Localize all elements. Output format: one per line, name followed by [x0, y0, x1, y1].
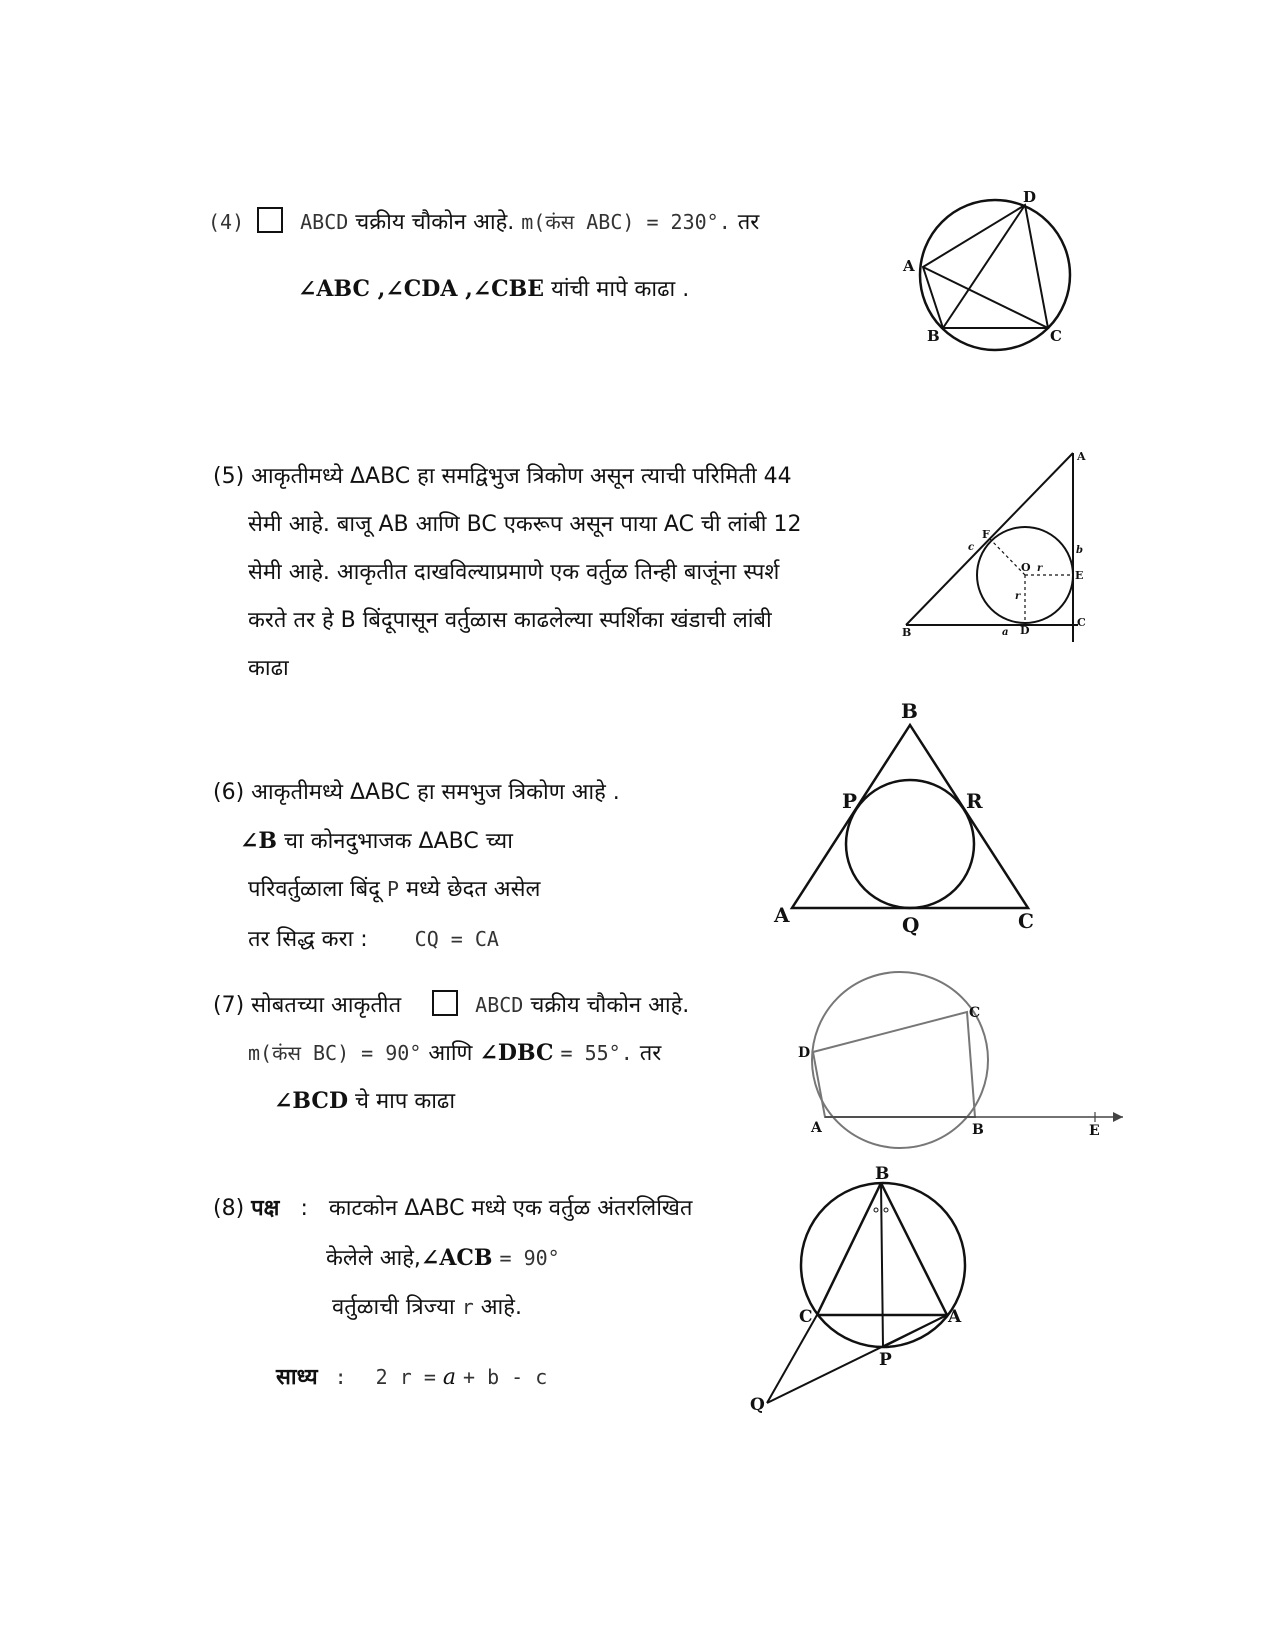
question-6-line-4: [248, 924, 499, 955]
cyclic-quadrilateral-figure: [895, 185, 1085, 360]
label-A: A: [903, 257, 915, 275]
text: आणि: [428, 1041, 473, 1066]
question-7-line-1: [213, 990, 689, 1021]
quad-name: ABCD: [300, 210, 349, 234]
question-5-line-2: सेमी आहे. बाजू AB आणि BC एकरूप असून पाया AC ची लांबी 12: [248, 512, 802, 537]
question-number: (6): [213, 780, 245, 805]
question-4-line-1: [208, 207, 759, 238]
text: केलेले आहे,: [326, 1246, 421, 1271]
label-C: C: [1077, 616, 1086, 629]
prove-label: साध्य: [276, 1365, 318, 1390]
question-7-line-3: [274, 1086, 455, 1117]
label-O: O: [1021, 561, 1031, 574]
label-B: B: [972, 1122, 984, 1138]
angle-value: = 55°.: [560, 1041, 633, 1065]
point-P: P: [386, 877, 399, 901]
question-8-prove-line: [276, 1362, 547, 1393]
question-5-line-4: करते तर हे B बिंदूपासून वर्तुळास काढलेल्या स्पर्शिका खंडाची लांबी: [248, 608, 772, 633]
text: सोबतच्या आकृतीत: [251, 993, 402, 1018]
label-F: F: [982, 528, 990, 541]
label-B: B: [875, 1164, 890, 1184]
equation-part: + b - c: [463, 1365, 548, 1389]
label-E: E: [1089, 1123, 1100, 1139]
colon: :: [334, 1365, 347, 1389]
question-8-line-3: [332, 1292, 522, 1323]
label-a: a: [1002, 627, 1009, 638]
incircle-triangle-figure: [898, 445, 1098, 645]
equilateral-incircle-figure: [770, 700, 1050, 940]
question-6-line-3: [248, 874, 540, 905]
angle-value: = 90°: [499, 1246, 560, 1270]
label-B: B: [902, 626, 912, 639]
question-6-line-2: [240, 826, 513, 857]
question-number: (8): [213, 1196, 245, 1221]
quadrilateral-symbol-icon: [257, 207, 283, 233]
label-D: D: [798, 1045, 811, 1061]
label-A: A: [1077, 450, 1086, 463]
text: चे माप काढा: [355, 1089, 456, 1114]
question-5-line-3: सेमी आहे. आकृतीत दाखविल्याप्रमाणे एक वर्तुळ तिन्ही बाजूंना स्पर्श: [248, 560, 780, 585]
label-Q: Q: [750, 1395, 765, 1415]
text: चक्रीय चौकोन आहे.: [355, 210, 515, 235]
question-number: (7): [213, 993, 245, 1018]
text: वर्तुळाची त्रिज्या: [332, 1295, 455, 1320]
label-Q: Q: [902, 913, 920, 937]
text: यांची मापे काढा .: [551, 277, 690, 302]
question-number: (5): [213, 464, 245, 489]
question-5-line-5: काढा: [248, 656, 289, 681]
text: आकृतीमध्ये ΔABC हा समद्विभुज त्रिकोण असून त्याची परिमिती 44: [251, 464, 792, 489]
colon: :: [300, 1196, 308, 1221]
label-C: C: [799, 1307, 813, 1327]
angle-B: ∠B: [240, 828, 278, 854]
text: आकृतीमध्ये ΔABC हा समभुज त्रिकोण आहे .: [251, 780, 620, 805]
question-7-line-2: [248, 1038, 661, 1069]
question-6-line-1: [213, 778, 620, 808]
label-B: B: [927, 327, 940, 345]
label-B: B: [901, 699, 918, 723]
question-8-line-1: [213, 1194, 692, 1224]
text: मध्ये छेदत असेल: [405, 877, 541, 902]
label-b: b: [1076, 545, 1083, 556]
variable-a: a: [442, 1365, 456, 1390]
given-label: पक्ष: [251, 1196, 280, 1221]
label-C: C: [1018, 909, 1034, 933]
text: परिवर्तुळाला बिंदू: [248, 877, 380, 902]
label-D: D: [1023, 188, 1037, 206]
text: तर: [639, 1041, 662, 1066]
text: तर: [737, 210, 760, 235]
label-D: D: [1020, 624, 1030, 637]
text: चक्रीय चौकोन आहे.: [530, 993, 690, 1018]
equation: CQ = CA: [414, 927, 499, 951]
label-E: E: [1075, 569, 1084, 582]
radius-symbol: r: [461, 1295, 474, 1319]
angle-DBC: ∠DBC: [479, 1040, 554, 1066]
angle-ACB: ∠ACB: [420, 1245, 493, 1271]
label-A: A: [811, 1120, 822, 1136]
label-A: A: [948, 1307, 962, 1327]
label-c: c: [968, 542, 975, 553]
question-number: (4): [208, 210, 245, 234]
question-4-line-2: [298, 274, 689, 305]
label-r-vertical: r: [1015, 591, 1021, 602]
quad-name: ABCD: [475, 993, 524, 1017]
text: तर सिद्ध करा :: [248, 927, 368, 952]
circle-triangle-tangent-figure: [745, 1160, 985, 1420]
arc-measure: m(कंस ABC) = 230°.: [521, 210, 731, 234]
label-r-horizontal: r: [1037, 563, 1043, 574]
label-R: R: [966, 789, 983, 813]
text: आहे.: [480, 1295, 522, 1320]
quadrilateral-symbol-icon: [432, 990, 458, 1016]
angles-to-find: ∠ABC ,∠CDA ,∠CBE: [298, 276, 545, 302]
cyclic-quadrilateral-extended-figure: [795, 975, 1135, 1145]
text: चा कोनदुभाजक ΔABC च्या: [284, 829, 513, 854]
label-A: A: [774, 903, 790, 927]
equation-part: 2 r =: [375, 1365, 436, 1389]
question-8-line-2: [326, 1243, 560, 1274]
label-P: P: [879, 1350, 892, 1370]
label-C: C: [969, 1005, 981, 1021]
label-C: C: [1050, 327, 1062, 345]
angle-BCD: ∠BCD: [274, 1088, 349, 1114]
arc-measure: m(कंस BC) = 90°: [248, 1041, 422, 1065]
question-5-line-1: [213, 462, 792, 492]
label-P: P: [842, 789, 858, 813]
text: काटकोन ΔABC मध्ये एक वर्तुळ अंतरलिखित: [328, 1196, 693, 1221]
